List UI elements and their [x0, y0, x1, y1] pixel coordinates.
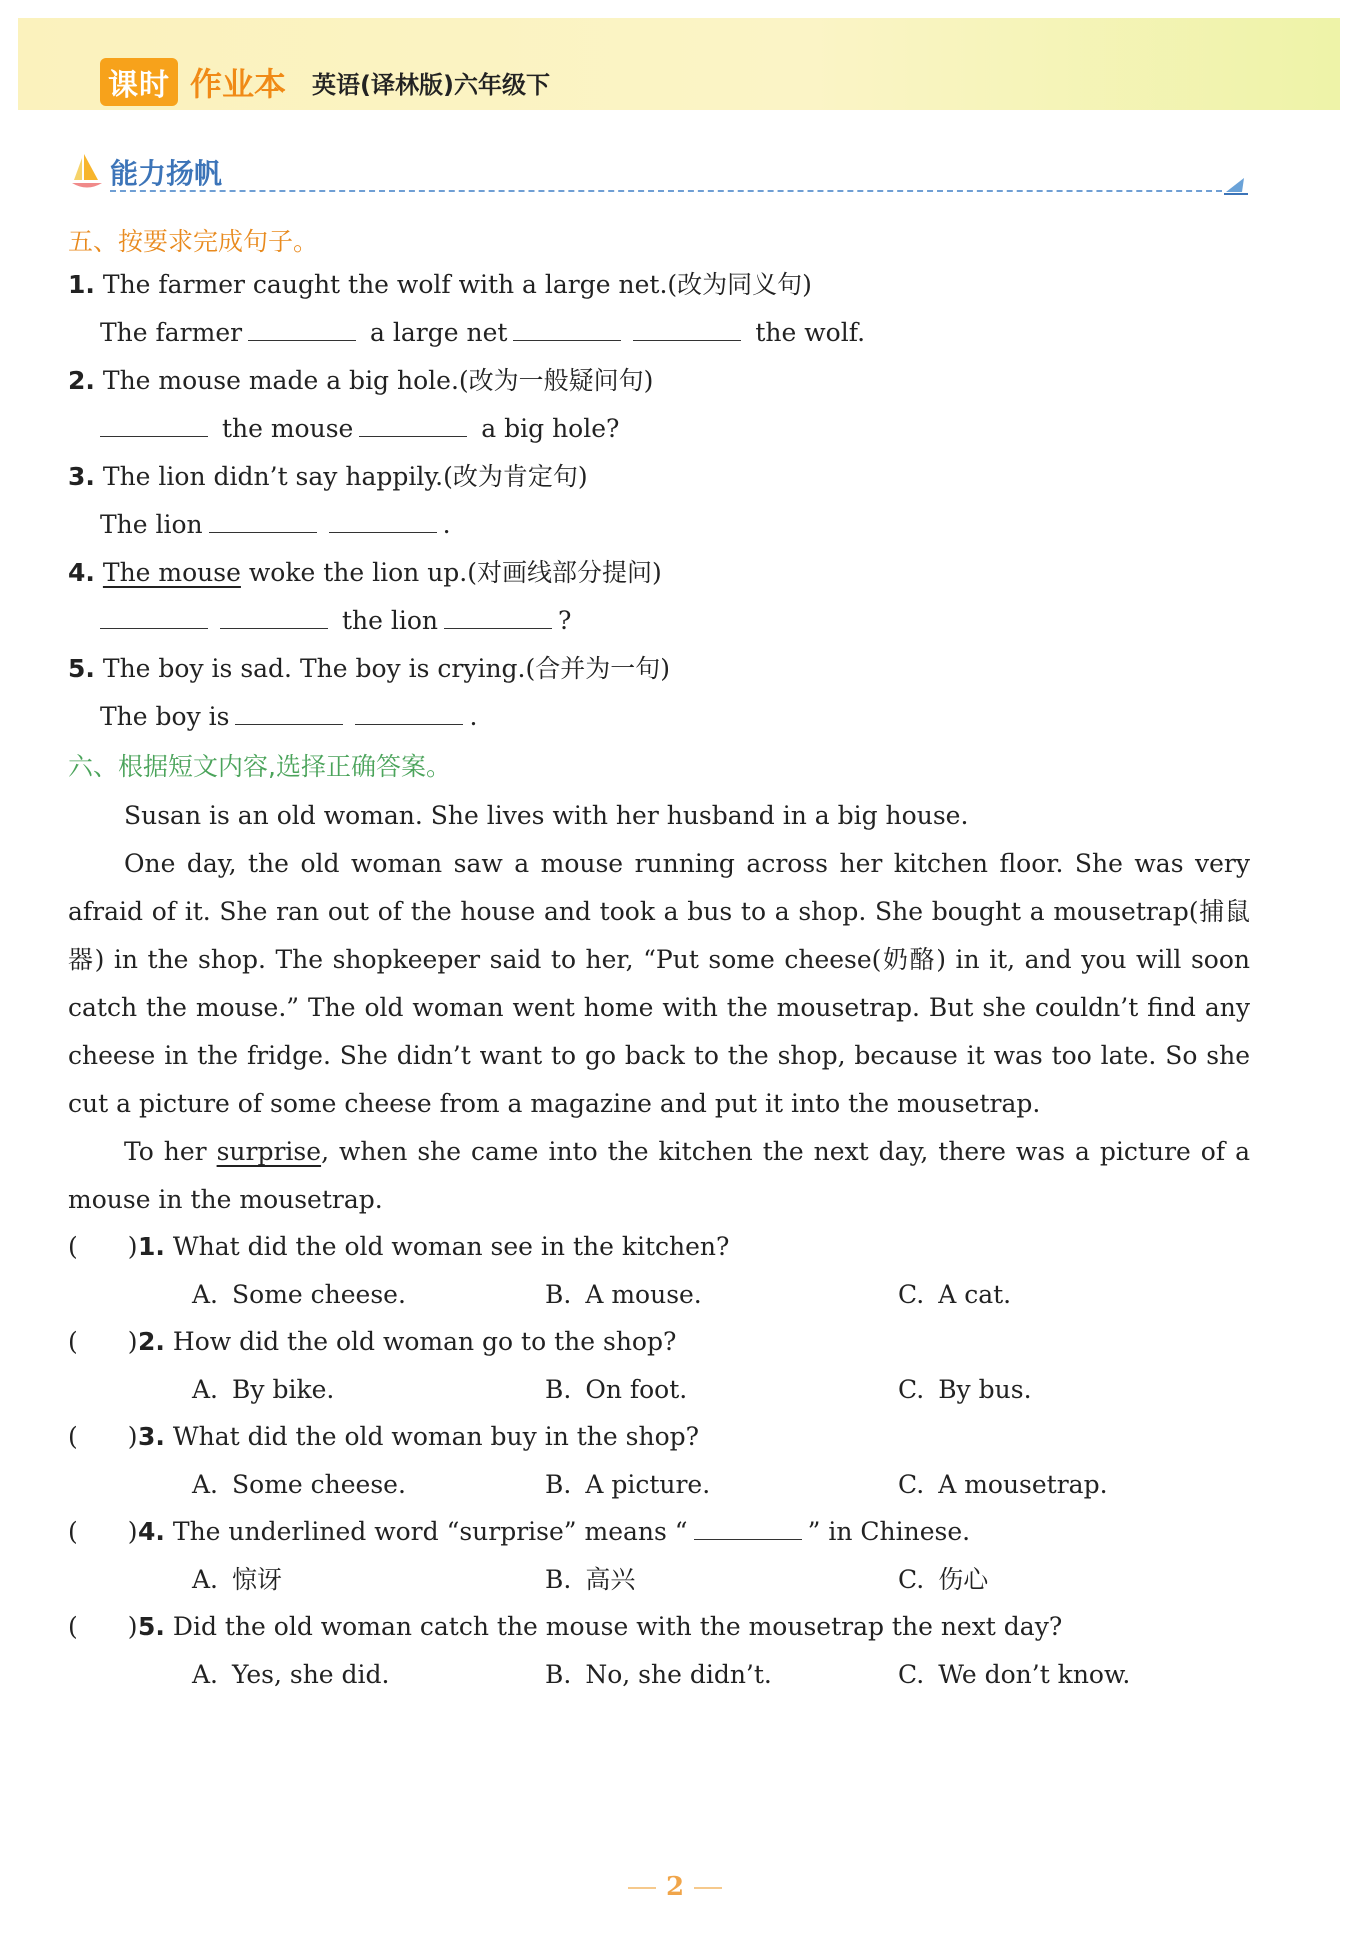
option-b: B. A picture.: [545, 1470, 711, 1499]
section-5-heading: 五、按要求完成句子。: [68, 227, 319, 256]
answer-paren[interactable]: ( ): [68, 1232, 138, 1261]
option-c: C. 伤心: [898, 1565, 989, 1594]
answer-2: the mouse a big hole?: [100, 412, 619, 446]
answer-paren[interactable]: ( ): [68, 1612, 138, 1641]
option-b: B. No, she didn’t.: [545, 1660, 772, 1689]
option-a: A. 惊讶: [192, 1565, 283, 1594]
answer-blank[interactable]: [209, 508, 317, 533]
answer-blank[interactable]: [355, 700, 463, 725]
answer-blank[interactable]: [235, 700, 343, 725]
passage-paragraph-3: To her surprise, when she came into the kitchen the next day, there was a picture of a mouse in the mousetrap.: [68, 1137, 1250, 1214]
answer-blank[interactable]: [100, 412, 208, 437]
mc-question-3: ( )3. What did the old woman buy in the shop?: [68, 1420, 699, 1454]
answer-blank[interactable]: [248, 316, 356, 341]
option-a: A. By bike.: [192, 1375, 335, 1404]
brand: [100, 60, 550, 104]
answer-blank[interactable]: [329, 508, 437, 533]
answer-blank[interactable]: [633, 316, 741, 341]
question-3: 3. The lion didn’t say happily.(改为肯定句): [68, 462, 588, 491]
option-c: C. A cat.: [898, 1280, 1012, 1309]
banner-divider: [110, 190, 1222, 192]
option-b: B. On foot.: [545, 1375, 688, 1404]
answer-blank[interactable]: [220, 604, 328, 629]
answer-paren[interactable]: ( ): [68, 1422, 138, 1451]
answer-4: the lion ?: [100, 604, 571, 638]
answer-paren[interactable]: ( ): [68, 1327, 138, 1356]
small-sail-icon: [1222, 174, 1250, 196]
answer-blank[interactable]: [100, 604, 208, 629]
passage-paragraph-2: One day, the old woman saw a mouse running across her kitchen floor. She was very afraid of it. She ran out of the house and took a bus to a shop. She bought a mousetrap(捕鼠器) in the shop. The shopkeeper said to her, “Put some cheese(奶酪) in it, and you will soon catch the mouse.” The old woman went home with the mousetrap. But she couldn’t find any cheese in the fridge. She didn’t want to go back to the shop, because it was too late. So she cut a picture of some cheese from a magazine and put it into the mousetrap.: [68, 849, 1250, 1118]
passage-paragraph-1: Susan is an old woman. She lives with her husband in a big house.: [124, 801, 969, 830]
answer-5: The boy is .: [100, 702, 478, 731]
option-b: B. A mouse.: [545, 1280, 702, 1309]
option-c: C. We don’t know.: [898, 1660, 1131, 1689]
brand-name: 作业本: [190, 65, 287, 103]
underlined-word: surprise: [216, 1137, 322, 1166]
brand-logo: 课时: [100, 58, 178, 106]
mc-question-1: ( )1. What did the old woman see in the kitchen?: [68, 1230, 729, 1264]
sailboat-icon: [70, 152, 104, 192]
answer-blank[interactable]: [359, 412, 467, 437]
mc-question-4: ( )4. The underlined word “surprise” means “ ” in Chinese.: [68, 1515, 970, 1549]
answer-3: The lion .: [100, 510, 451, 539]
book-subtitle: 英语(译林版)六年级下: [312, 70, 550, 99]
question-4: 4. The mouse woke the lion up.(对画线部分提问): [68, 558, 662, 587]
question-2: 2. The mouse made a big hole.(改为一般疑问句): [68, 366, 654, 395]
option-a: A. Some cheese.: [192, 1470, 406, 1499]
answer-blank[interactable]: [513, 316, 621, 341]
answer-blank[interactable]: [444, 604, 552, 629]
section-banner: [70, 150, 1250, 196]
underlined-phrase: The mouse: [102, 558, 241, 587]
option-c: C. By bus.: [898, 1375, 1032, 1404]
page-number: 2: [0, 1872, 1350, 1902]
question-1: 1. The farmer caught the wolf with a large net.(改为同义句): [68, 270, 812, 299]
option-b: B. 高兴: [545, 1565, 636, 1594]
banner-title: 能力扬帆: [110, 157, 223, 190]
option-a: A. Yes, she did.: [192, 1660, 390, 1689]
answer-blank[interactable]: [694, 1515, 802, 1540]
question-5: 5. The boy is sad. The boy is crying.(合并为一句): [68, 654, 670, 683]
answer-paren[interactable]: ( ): [68, 1517, 138, 1546]
answer-1: The farmer a large net the wolf.: [100, 318, 866, 347]
option-a: A. Some cheese.: [192, 1280, 406, 1309]
section-6-heading: 六、根据短文内容,选择正确答案。: [68, 752, 451, 781]
mc-question-5: ( )5. Did the old woman catch the mouse with the mousetrap the next day?: [68, 1610, 1062, 1644]
mc-question-2: ( )2. How did the old woman go to the shop?: [68, 1325, 676, 1359]
option-c: C. A mousetrap.: [898, 1470, 1108, 1499]
